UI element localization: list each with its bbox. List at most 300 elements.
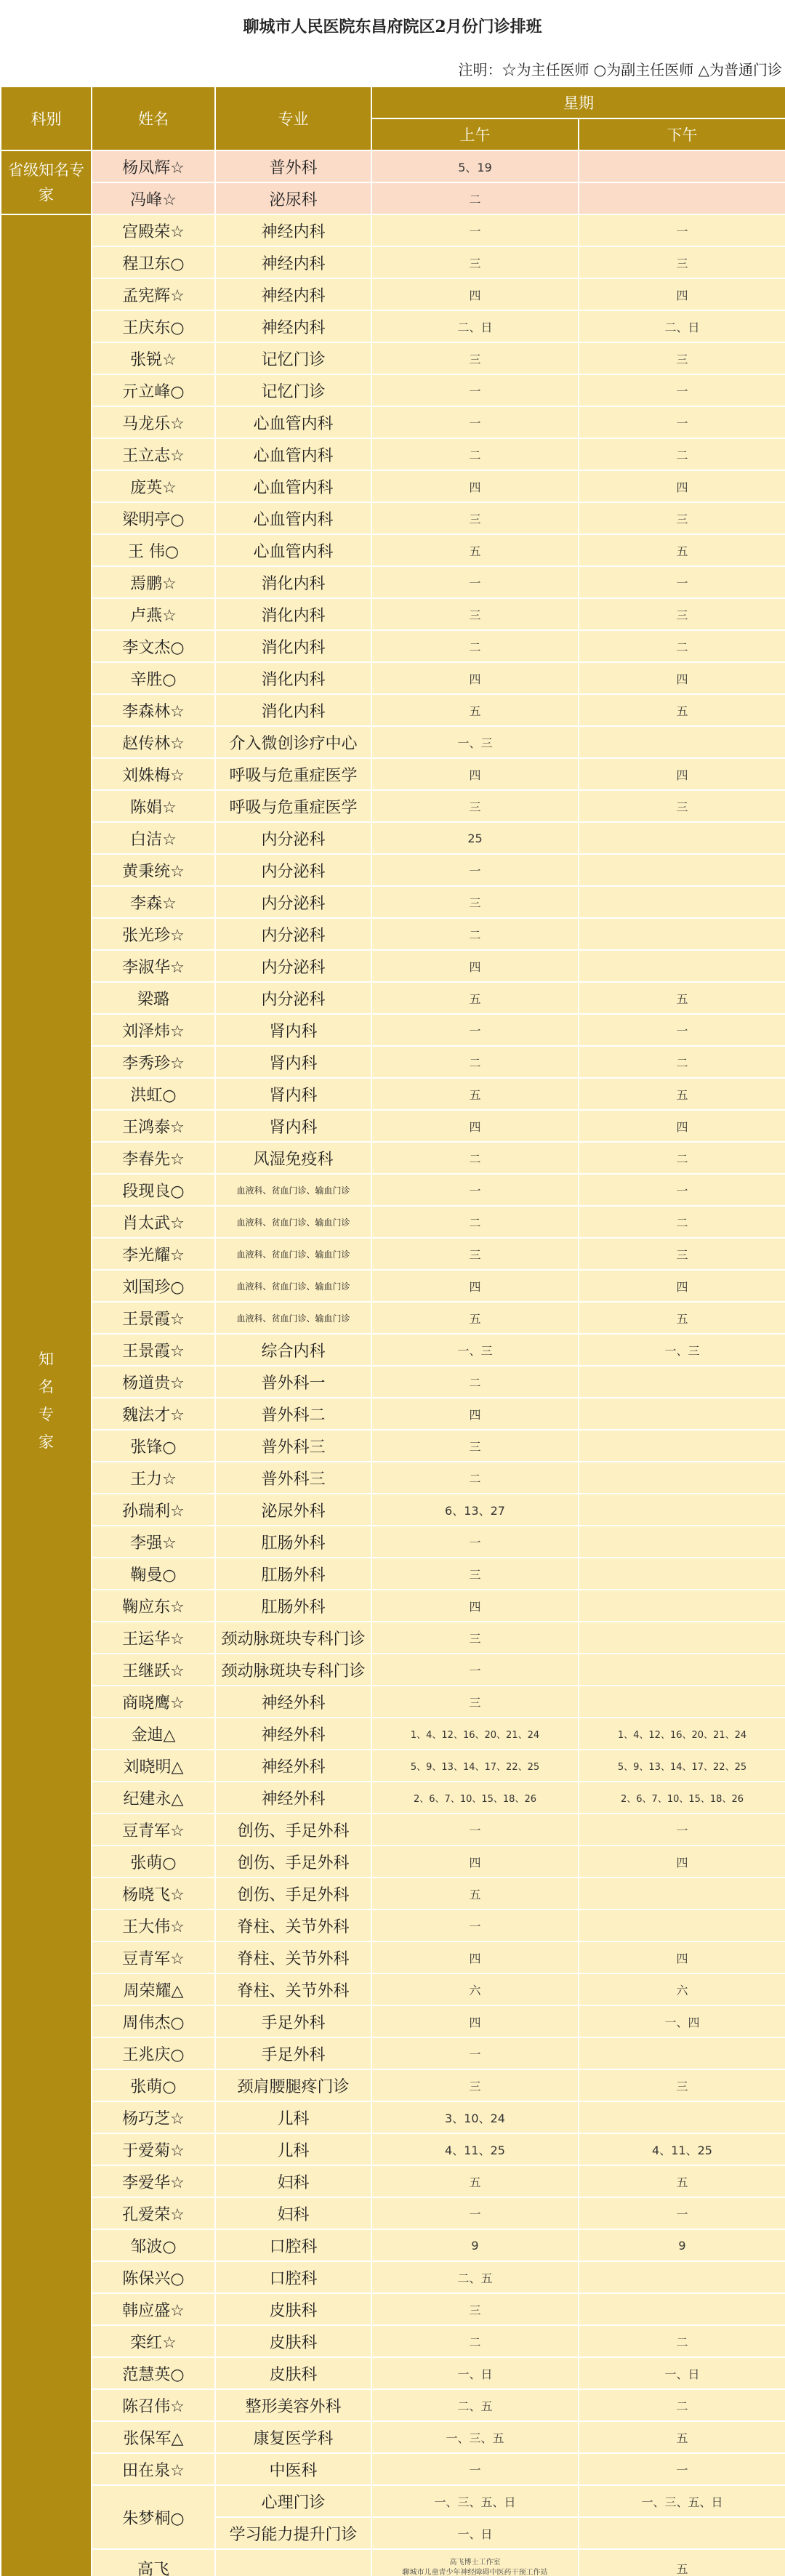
am-slot: 三: [371, 598, 579, 630]
table-row: [1, 1814, 785, 1846]
pm-slot: 六: [579, 1973, 785, 2005]
studio-note-line-2: 聊城市儿童青少年神经障碍中医药干预工作站: [402, 2569, 548, 2576]
table-row: [1, 2389, 785, 2421]
table-row: [1, 1046, 785, 1078]
am-slot: 一: [371, 1814, 579, 1846]
doctor-specialty: 内分泌科: [215, 822, 371, 854]
doctor-name: 张保军△: [92, 2421, 215, 2453]
header-category: 科别: [1, 86, 92, 150]
doctor-specialty: 康复医学科: [215, 2421, 371, 2453]
am-slot: 六: [371, 1973, 579, 2005]
am-slot: 五: [371, 694, 579, 726]
doctor-name: 程卫东○: [92, 246, 215, 278]
am-slot: 一: [371, 1174, 579, 1206]
doctor-name: 王庆东○: [92, 310, 215, 342]
doctor-specialty: 普外科二: [215, 1398, 371, 1430]
category-provincial: 省级知名专家: [1, 150, 92, 214]
doctor-specialty: 神经外科: [215, 1686, 371, 1718]
am-slot: 三: [371, 1622, 579, 1654]
am-slot: 二、日: [371, 310, 579, 342]
doctor-name: 杨道贵☆: [92, 1366, 215, 1398]
pm-slot: 五: [579, 2549, 785, 2576]
pm-slot: 四: [579, 1270, 785, 1302]
am-slot: 一、三: [371, 1334, 579, 1366]
am-slot: 二: [371, 630, 579, 662]
pm-slot: 四: [579, 758, 785, 790]
doctor-specialty: 内分泌科: [215, 886, 371, 918]
am-slot: 4、11、25: [371, 2133, 579, 2165]
doctor-specialty: 整形美容外科: [215, 2389, 371, 2421]
pm-slot: [579, 886, 785, 918]
doctor-specialty: 神经内科: [215, 246, 371, 278]
table-row: [1, 854, 785, 886]
doctor-specialty: 颈动脉斑块专科门诊: [215, 1654, 371, 1686]
am-slot: 四: [371, 950, 579, 982]
doctor-name: 孙瑞利☆: [92, 1494, 215, 1526]
table-row: [1, 662, 785, 694]
doctor-name: 白洁☆: [92, 822, 215, 854]
am-slot: 二: [371, 1046, 579, 1078]
doctor-name: 周伟杰○: [92, 2005, 215, 2037]
am-slot: 五: [371, 2165, 579, 2197]
am-slot: 1、4、12、16、20、21、24: [371, 1718, 579, 1750]
table-row: [1, 2069, 785, 2101]
doctor-specialty: 血液科、贫血门诊、输血门诊: [215, 1302, 371, 1334]
pm-slot: [579, 1526, 785, 1558]
am-slot: 四: [371, 758, 579, 790]
pm-slot: 一、日: [579, 2357, 785, 2389]
am-slot: 一: [371, 566, 579, 598]
doctor-specialty: 记忆门诊: [215, 374, 371, 406]
table-row: [1, 2133, 785, 2165]
am-slot: 三: [371, 502, 579, 534]
pm-slot: 四: [579, 1110, 785, 1142]
doctor-name: 田在泉☆: [92, 2453, 215, 2485]
am-slot: 一: [371, 1654, 579, 1686]
header-specialty: 专业: [215, 86, 371, 150]
doctor-specialty: 皮肤科: [215, 2325, 371, 2357]
table-row: [1, 822, 785, 854]
doctor-name: 庞英☆: [92, 470, 215, 502]
doctor-specialty: 消化内科: [215, 598, 371, 630]
doctor-name: 王鸿泰☆: [92, 1110, 215, 1142]
table-row: [1, 2421, 785, 2453]
table-row: [1, 1142, 785, 1174]
doctor-name: 陈保兴○: [92, 2261, 215, 2293]
table-row: [1, 2549, 785, 2576]
table-row: [1, 2261, 785, 2293]
am-slot: 三: [371, 1686, 579, 1718]
category-famous: [1, 214, 92, 2576]
table-row: [1, 2037, 785, 2069]
table-row: [1, 1494, 785, 1526]
table-row: [1, 2453, 785, 2485]
doctor-specialty: 口腔科: [215, 2261, 371, 2293]
doctor-specialty: 儿科: [215, 2133, 371, 2165]
am-slot: 四: [371, 662, 579, 694]
doctor-name: 宫殿荣☆: [92, 214, 215, 246]
am-slot: 一、日: [371, 2357, 579, 2389]
table-row: [1, 1110, 785, 1142]
doctor-name: 刘晓明△: [92, 1750, 215, 1782]
pm-slot: 二、日: [579, 310, 785, 342]
doctor-name: 张光珍☆: [92, 918, 215, 950]
doctor-name: 纪建永△: [92, 1782, 215, 1814]
doctor-specialty: 消化内科: [215, 662, 371, 694]
pm-slot: 4、11、25: [579, 2133, 785, 2165]
pm-slot: 二: [579, 630, 785, 662]
table-row: [1, 2485, 785, 2517]
pm-slot: 一: [579, 406, 785, 438]
doctor-specialty: 血液科、贫血门诊、输血门诊: [215, 1270, 371, 1302]
doctor-name: 段现良○: [92, 1174, 215, 1206]
header-am: 上午: [371, 118, 579, 150]
doctor-name: 杨巧芝☆: [92, 2101, 215, 2133]
table-row: [1, 1174, 785, 1206]
doctor-name: 鞠曼○: [92, 1558, 215, 1590]
am-slot: 五: [371, 1877, 579, 1909]
table-row: [1, 1206, 785, 1238]
table-row: [1, 982, 785, 1014]
doctor-specialty: 脊柱、关节外科: [215, 1941, 371, 1973]
pm-slot: 五: [579, 1078, 785, 1110]
pm-slot: [579, 1366, 785, 1398]
pm-slot: [579, 918, 785, 950]
doctor-name: 杨晓飞☆: [92, 1877, 215, 1909]
am-slot: 三: [371, 790, 579, 822]
pm-slot: [579, 1686, 785, 1718]
doctor-name: 张萌○: [92, 2069, 215, 2101]
pm-slot: [579, 1494, 785, 1526]
table-row: [1, 694, 785, 726]
table-row: [1, 2325, 785, 2357]
doctor-specialty: 内分泌科: [215, 854, 371, 886]
doctor-name: 李光耀☆: [92, 1238, 215, 1270]
studio-note: [371, 2549, 579, 2576]
table-row: [1, 726, 785, 758]
pm-slot: 五: [579, 2421, 785, 2453]
doctor-specialty: 心血管内科: [215, 406, 371, 438]
pm-slot: 二: [579, 1046, 785, 1078]
pm-slot: [579, 950, 785, 982]
am-slot: 四: [371, 1270, 579, 1302]
am-slot: 三: [371, 246, 579, 278]
am-slot: 四: [371, 470, 579, 502]
doctor-specialty: 妇科: [215, 2165, 371, 2197]
doctor-name: 邹波○: [92, 2229, 215, 2261]
doctor-specialty: 呼吸与危重症医学: [215, 758, 371, 790]
doctor-specialty: [215, 2549, 371, 2576]
doctor-name: 豆青军☆: [92, 1814, 215, 1846]
table-row: [1, 950, 785, 982]
doctor-specialty: 消化内科: [215, 566, 371, 598]
pm-slot: 一: [579, 374, 785, 406]
doctor-specialty: 神经外科: [215, 1750, 371, 1782]
am-slot: 三: [371, 886, 579, 918]
doctor-name: 陈娟☆: [92, 790, 215, 822]
doctor-name: 亓立峰○: [92, 374, 215, 406]
doctor-specialty: 创伤、手足外科: [215, 1877, 371, 1909]
header-row-1: [1, 86, 785, 118]
pm-slot: [579, 2517, 785, 2549]
doctor-specialty: 内分泌科: [215, 918, 371, 950]
am-slot: 二、五: [371, 2389, 579, 2421]
table-row: [1, 182, 785, 214]
pm-slot: [579, 1590, 785, 1622]
pm-slot: [579, 1909, 785, 1941]
pm-slot: [579, 854, 785, 886]
doctor-name: 王兆庆○: [92, 2037, 215, 2069]
pm-slot: 2、6、7、10、15、18、26: [579, 1782, 785, 1814]
am-slot: 一: [371, 214, 579, 246]
table-row: [1, 1430, 785, 1462]
doctor-specialty: 脊柱、关节外科: [215, 1973, 371, 2005]
doctor-specialty: 内分泌科: [215, 982, 371, 1014]
am-slot: 五: [371, 1078, 579, 1110]
pm-slot: 四: [579, 278, 785, 310]
doctor-name: 朱梦桐○: [92, 2485, 215, 2549]
table-row: [1, 2165, 785, 2197]
pm-slot: 一: [579, 214, 785, 246]
doctor-specialty: 肾内科: [215, 1046, 371, 1078]
pm-slot: 二: [579, 1206, 785, 1238]
table-row: [1, 1238, 785, 1270]
doctor-name: 李森林☆: [92, 694, 215, 726]
doctor-name: 焉鹏☆: [92, 566, 215, 598]
doctor-specialty: 脊柱、关节外科: [215, 1909, 371, 1941]
doctor-name: 李淑华☆: [92, 950, 215, 982]
doctor-specialty: 颈动脉斑块专科门诊: [215, 1622, 371, 1654]
table-row: [1, 374, 785, 406]
table-row: [1, 342, 785, 374]
table-row: [1, 1590, 785, 1622]
schedule-table: [0, 86, 785, 2576]
table-row: [1, 758, 785, 790]
pm-slot: 一、四: [579, 2005, 785, 2037]
am-slot: 五: [371, 982, 579, 1014]
doctor-name: 杨凤辉☆: [92, 150, 215, 182]
am-slot: 四: [371, 1846, 579, 1877]
pm-slot: 二: [579, 2389, 785, 2421]
table-row: [1, 2293, 785, 2325]
am-slot: 四: [371, 1590, 579, 1622]
table-row: [1, 278, 785, 310]
pm-slot: 9: [579, 2229, 785, 2261]
doctor-specialty: 心理门诊: [215, 2485, 371, 2517]
am-slot: 一: [371, 374, 579, 406]
table-row: [1, 566, 785, 598]
pm-slot: 一: [579, 1014, 785, 1046]
table-row: [1, 470, 785, 502]
doctor-specialty: 普外科三: [215, 1462, 371, 1494]
pm-slot: [579, 2101, 785, 2133]
table-row: [1, 2005, 785, 2037]
header-week: 星期: [371, 86, 785, 118]
pm-slot: 三: [579, 1238, 785, 1270]
table-row: [1, 1782, 785, 1814]
doctor-specialty: 普外科一: [215, 1366, 371, 1398]
am-slot: 三: [371, 342, 579, 374]
doctor-name: 王景霞☆: [92, 1334, 215, 1366]
table-row: [1, 2357, 785, 2389]
table-row: [1, 1014, 785, 1046]
table-row: [1, 1654, 785, 1686]
pm-slot: 一: [579, 1174, 785, 1206]
pm-slot: 一、三、五、日: [579, 2485, 785, 2517]
table-row: [1, 406, 785, 438]
doctor-specialty: 肾内科: [215, 1110, 371, 1142]
pm-slot: 五: [579, 2165, 785, 2197]
am-slot: 五: [371, 1302, 579, 1334]
doctor-specialty: 创伤、手足外科: [215, 1814, 371, 1846]
pm-slot: 四: [579, 470, 785, 502]
pm-slot: [579, 182, 785, 214]
table-row: [1, 1558, 785, 1590]
doctor-specialty: 泌尿科: [215, 182, 371, 214]
am-slot: 2、6、7、10、15、18、26: [371, 1782, 579, 1814]
pm-slot: 四: [579, 1846, 785, 1877]
doctor-name: 王大伟☆: [92, 1909, 215, 1941]
doctor-name: 孔爱荣☆: [92, 2197, 215, 2229]
pm-slot: 一: [579, 566, 785, 598]
doctor-name: 栾红☆: [92, 2325, 215, 2357]
am-slot: 9: [371, 2229, 579, 2261]
pm-slot: [579, 1398, 785, 1430]
table-row: [1, 1270, 785, 1302]
doctor-specialty: 颈肩腰腿疼门诊: [215, 2069, 371, 2101]
pm-slot: 三: [579, 502, 785, 534]
doctor-specialty: 皮肤科: [215, 2357, 371, 2389]
doctor-name: 张萌○: [92, 1846, 215, 1877]
am-slot: 一: [371, 2197, 579, 2229]
doctor-specialty: 肛肠外科: [215, 1526, 371, 1558]
studio-note-line-1: 高飞博士工作室: [449, 2559, 501, 2567]
doctor-specialty: 神经外科: [215, 1782, 371, 1814]
pm-slot: [579, 1654, 785, 1686]
pm-slot: 二: [579, 2325, 785, 2357]
doctor-name: 李强☆: [92, 1526, 215, 1558]
am-slot: 3、10、24: [371, 2101, 579, 2133]
doctor-specialty: 内分泌科: [215, 950, 371, 982]
pm-slot: 三: [579, 246, 785, 278]
pm-slot: 二: [579, 1142, 785, 1174]
doctor-name: 梁明亭○: [92, 502, 215, 534]
pm-slot: 三: [579, 2069, 785, 2101]
am-slot: 一: [371, 2037, 579, 2069]
doctor-specialty: 综合内科: [215, 1334, 371, 1366]
am-slot: 五: [371, 534, 579, 566]
am-slot: 5、19: [371, 150, 579, 182]
pm-slot: 三: [579, 342, 785, 374]
doctor-specialty: 肛肠外科: [215, 1558, 371, 1590]
doctor-specialty: 心血管内科: [215, 470, 371, 502]
table-row: [1, 310, 785, 342]
doctor-name: 卢燕☆: [92, 598, 215, 630]
table-row: [1, 790, 785, 822]
am-slot: 三: [371, 1558, 579, 1590]
pm-slot: 五: [579, 694, 785, 726]
pm-slot: [579, 2037, 785, 2069]
doctor-specialty: 神经内科: [215, 214, 371, 246]
am-slot: 一: [371, 854, 579, 886]
am-slot: 一: [371, 1526, 579, 1558]
am-slot: 一: [371, 2453, 579, 2485]
am-slot: 三: [371, 2293, 579, 2325]
header-pm: 下午: [579, 118, 785, 150]
pm-slot: 一: [579, 1814, 785, 1846]
doctor-specialty: 血液科、贫血门诊、输血门诊: [215, 1206, 371, 1238]
pm-slot: 5、9、13、14、17、22、25: [579, 1750, 785, 1782]
doctor-name: 王景霞☆: [92, 1302, 215, 1334]
doctor-specialty: 心血管内科: [215, 438, 371, 470]
pm-slot: 五: [579, 534, 785, 566]
table-row: [1, 150, 785, 182]
table-row: [1, 2229, 785, 2261]
table-row: [1, 1334, 785, 1366]
doctor-name: 周荣耀△: [92, 1973, 215, 2005]
pm-slot: [579, 726, 785, 758]
pm-slot: [579, 1462, 785, 1494]
table-row: [1, 598, 785, 630]
table-row: [1, 2101, 785, 2133]
doctor-name: 王力☆: [92, 1462, 215, 1494]
am-slot: 二: [371, 438, 579, 470]
pm-slot: 三: [579, 598, 785, 630]
doctor-specialty: 血液科、贫血门诊、输血门诊: [215, 1238, 371, 1270]
pm-slot: 四: [579, 1941, 785, 1973]
table-row: [1, 438, 785, 470]
am-slot: 三: [371, 1430, 579, 1462]
am-slot: 四: [371, 278, 579, 310]
doctor-name: 王运华☆: [92, 1622, 215, 1654]
doctor-specialty: 血液科、贫血门诊、输血门诊: [215, 1174, 371, 1206]
doctor-name: 魏法才☆: [92, 1398, 215, 1430]
doctor-specialty: 肛肠外科: [215, 1590, 371, 1622]
doctor-name: 梁璐: [92, 982, 215, 1014]
pm-slot: 一: [579, 2197, 785, 2229]
pm-slot: 四: [579, 662, 785, 694]
doctor-name: 赵传林☆: [92, 726, 215, 758]
table-row: [1, 1398, 785, 1430]
doctor-name: 韩应盛☆: [92, 2293, 215, 2325]
am-slot: 6、13、27: [371, 1494, 579, 1526]
table-row: [1, 1686, 785, 1718]
doctor-name: 马龙乐☆: [92, 406, 215, 438]
table-row: [1, 1973, 785, 2005]
doctor-name: 李森☆: [92, 886, 215, 918]
doctor-name: 李春先☆: [92, 1142, 215, 1174]
doctor-specialty: 介入微创诊疗中心: [215, 726, 371, 758]
doctor-specialty: 风湿免疫科: [215, 1142, 371, 1174]
category-famous-label: 知名专家: [39, 1351, 54, 1451]
table-row: [1, 1909, 785, 1941]
am-slot: 一、三、五: [371, 2421, 579, 2453]
pm-slot: [579, 1877, 785, 1909]
doctor-specialty: 肾内科: [215, 1078, 371, 1110]
table-row: [1, 246, 785, 278]
table-row: [1, 534, 785, 566]
pm-slot: [579, 822, 785, 854]
doctor-specialty: 泌尿外科: [215, 1494, 371, 1526]
table-row: [1, 630, 785, 662]
pm-slot: [579, 2261, 785, 2293]
doctor-name: 商晓鹰☆: [92, 1686, 215, 1718]
am-slot: 一: [371, 1909, 579, 1941]
doctor-specialty: 神经外科: [215, 1718, 371, 1750]
am-slot: 二: [371, 1462, 579, 1494]
table-row: [1, 1526, 785, 1558]
pm-slot: [579, 1430, 785, 1462]
